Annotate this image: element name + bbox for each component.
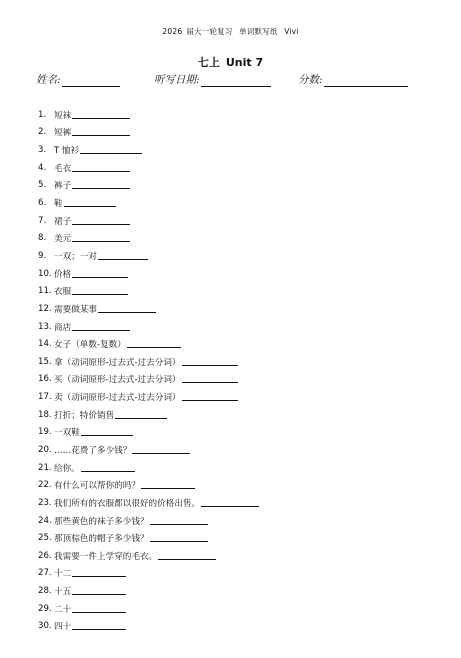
item-number: 2. [38, 127, 47, 138]
answer-blank[interactable] [72, 215, 130, 225]
item-prompt: 需要做某事 [54, 304, 97, 315]
list-item [38, 159, 438, 177]
answer-blank[interactable] [132, 444, 190, 454]
item-prompt: 二十 [54, 604, 72, 615]
date-label: 听写日期: [154, 74, 200, 86]
answer-blank[interactable] [72, 620, 126, 630]
item-number: 14. [38, 339, 52, 350]
answer-blank[interactable] [81, 462, 135, 472]
answer-blank[interactable] [72, 232, 130, 242]
date-field [154, 72, 271, 87]
list-item [38, 106, 438, 124]
item-number: 30. [38, 621, 52, 632]
item-prompt: 鞋 [54, 199, 63, 210]
item-prompt: 我需要一件上学穿的毛衣。 [54, 551, 158, 562]
item-prompt: 打折；特价销售 [54, 410, 115, 421]
list-item [38, 424, 438, 442]
item-number: 23. [38, 497, 52, 508]
answer-blank[interactable] [72, 179, 130, 189]
item-prompt: T 恤衫 [54, 146, 80, 157]
item-prompt: 一双；一对 [54, 251, 97, 262]
item-number: 28. [38, 586, 52, 597]
answer-blank[interactable] [115, 409, 167, 419]
vocabulary-list [38, 106, 438, 635]
item-prompt: 那顶棕色的帽子多少钱？ [54, 534, 149, 545]
list-item [38, 600, 438, 618]
item-prompt: ……花费了多少钱？ [54, 445, 132, 456]
item-number: 15. [38, 356, 52, 367]
item-prompt: 卖（动词原形-过去式-过去分词） [54, 393, 181, 404]
answer-blank[interactable] [72, 585, 126, 595]
list-item [38, 582, 438, 600]
item-number: 11. [38, 286, 52, 297]
item-number: 13. [38, 321, 52, 332]
list-item [38, 388, 438, 406]
item-number: 21. [38, 462, 52, 473]
name-blank[interactable] [62, 75, 120, 87]
item-number: 16. [38, 374, 52, 385]
answer-blank[interactable] [98, 250, 148, 260]
list-item [38, 194, 438, 212]
answer-blank[interactable] [72, 567, 126, 577]
item-prompt: 四十 [54, 622, 72, 633]
date-blank[interactable] [201, 75, 271, 87]
item-number: 27. [38, 568, 52, 579]
item-number: 4. [38, 162, 47, 173]
item-prompt: 有什么可以帮你的吗？ [54, 481, 140, 492]
list-item [38, 335, 438, 353]
title-grade: 七上 [197, 56, 220, 69]
item-number: 29. [38, 603, 52, 614]
list-item [38, 459, 438, 477]
item-number: 1. [38, 109, 47, 120]
item-prompt: 买（动词原形-过去式-过去分词） [54, 375, 181, 386]
answer-blank[interactable] [72, 162, 130, 172]
list-item [38, 565, 438, 583]
item-prompt: 裤子 [54, 181, 72, 192]
score-blank[interactable] [324, 75, 408, 87]
page-header [0, 26, 461, 37]
item-prompt: 十五 [54, 587, 72, 598]
item-prompt: 给你。 [54, 463, 80, 474]
list-item [38, 476, 438, 494]
answer-blank[interactable] [201, 497, 259, 507]
item-number: 18. [38, 409, 52, 420]
list-item [38, 212, 438, 230]
answer-blank[interactable] [81, 426, 133, 436]
list-item [38, 406, 438, 424]
header-course: 届大一轮复习 [186, 27, 233, 36]
list-item [38, 529, 438, 547]
item-prompt: 女子（单数-复数） [54, 340, 126, 351]
name-label: 姓名: [36, 74, 61, 86]
answer-blank[interactable] [127, 338, 181, 348]
answer-blank[interactable] [72, 285, 128, 295]
answer-blank[interactable] [72, 109, 130, 119]
item-number: 20. [38, 444, 52, 455]
item-number: 24. [38, 515, 52, 526]
name-field [36, 72, 120, 87]
answer-blank[interactable] [72, 268, 128, 278]
answer-blank[interactable] [182, 373, 238, 383]
answer-blank[interactable] [150, 515, 208, 525]
item-number: 25. [38, 533, 52, 544]
list-item [38, 371, 438, 389]
answer-blank[interactable] [72, 603, 126, 613]
item-prompt: 价格 [54, 269, 72, 280]
item-number: 9. [38, 250, 47, 261]
title-unit: Unit 7 [225, 56, 264, 69]
answer-blank[interactable] [141, 479, 195, 489]
item-prompt: 短袜 [54, 110, 72, 121]
info-row [36, 72, 416, 86]
answer-blank[interactable] [80, 144, 142, 154]
list-item [38, 512, 438, 530]
item-number: 7. [38, 215, 47, 226]
item-number: 17. [38, 392, 52, 403]
item-prompt: 商店 [54, 322, 72, 333]
header-author: Vivi [284, 27, 299, 36]
score-label: 分数: [298, 74, 323, 86]
score-field [298, 72, 408, 87]
item-prompt: 十二 [54, 569, 72, 580]
answer-blank[interactable] [72, 321, 130, 331]
answer-blank[interactable] [182, 391, 238, 401]
answer-blank[interactable] [158, 550, 216, 560]
item-number: 22. [38, 480, 52, 491]
list-item [38, 229, 438, 247]
header-sheet: 单词默写纸 [239, 27, 278, 36]
page-title [0, 54, 461, 70]
item-prompt: 短裤 [54, 128, 72, 139]
item-prompt: 衣服 [54, 287, 72, 298]
list-item [38, 282, 438, 300]
header-year: 2026 [162, 27, 183, 36]
list-item [38, 177, 438, 195]
item-prompt: 我们所有的衣服都以很好的价格出售。 [54, 498, 201, 509]
list-item [38, 124, 438, 142]
item-prompt: 拿（动词原形-过去式-过去分词） [54, 357, 181, 368]
list-item [38, 265, 438, 283]
list-item [38, 547, 438, 565]
item-number: 6. [38, 198, 47, 209]
list-item [38, 353, 438, 371]
list-item [38, 318, 438, 336]
answer-blank[interactable] [64, 197, 116, 207]
item-number: 3. [38, 145, 47, 156]
item-prompt: 毛衣 [54, 163, 72, 174]
item-prompt: 美元 [54, 234, 72, 245]
list-item [38, 618, 438, 636]
item-number: 19. [38, 427, 52, 438]
item-prompt: 一双鞋 [54, 428, 80, 439]
answer-blank[interactable] [98, 303, 156, 313]
item-number: 26. [38, 550, 52, 561]
item-number: 8. [38, 233, 47, 244]
item-number: 12. [38, 303, 52, 314]
list-item [38, 494, 438, 512]
answer-blank[interactable] [182, 356, 238, 366]
item-number: 10. [38, 268, 52, 279]
answer-blank[interactable] [150, 532, 208, 542]
list-item [38, 141, 438, 159]
item-prompt: 那些黄色的袜子多少钱？ [54, 516, 149, 527]
list-item [38, 441, 438, 459]
list-item [38, 247, 438, 265]
list-item [38, 300, 438, 318]
item-number: 5. [38, 180, 47, 191]
answer-blank[interactable] [72, 126, 130, 136]
item-prompt: 裙子 [54, 216, 72, 227]
